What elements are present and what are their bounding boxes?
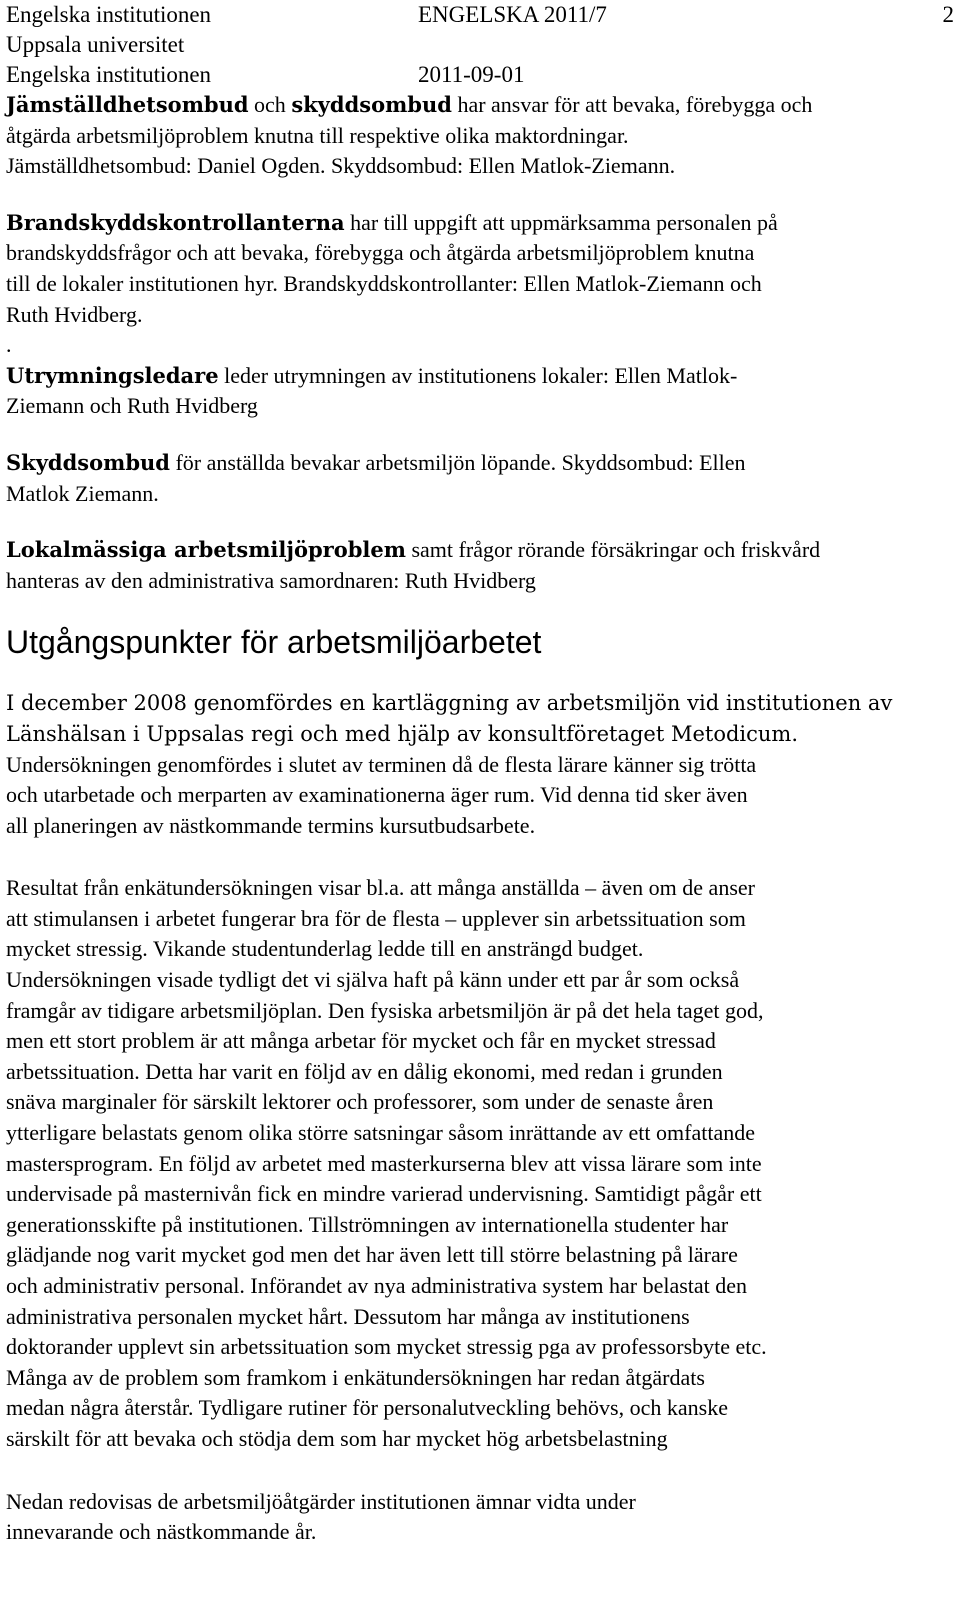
spacer	[6, 422, 954, 448]
term-local-environment-problems: Lokalmässiga arbetsmiljöproblem	[6, 537, 406, 563]
spacer	[6, 182, 954, 208]
paragraph-text: och	[248, 92, 292, 117]
header-row-3	[6, 60, 954, 90]
spacer	[6, 509, 954, 535]
paragraph-text: Nedan redovisas de arbetsmiljöåtgärder institutionen ämnar vidta under innevarande och nästkommande år.	[6, 1488, 636, 1545]
header-row-1	[6, 0, 954, 30]
page-number: 2	[942, 2, 954, 27]
header-row-2	[6, 30, 954, 60]
paragraph-measures-intro	[6, 1487, 954, 1548]
paragraph-text: Undersökningen genomfördes i slutet av terminen då de flesta lärare känner sig trötta och utarbetade och merparten av examinationerna äger rum. Vid denna tid sker även all planeringen av nästkommande termins kursutbudsarbete.	[6, 751, 757, 838]
paragraph-text: Resultat från enkätundersökningen visar bl.a. att många anställda – även om de anser att stimulansen i arbetet fungerar bra för de flesta – upplever sin arbetssituation som mycket stressig. Vikande studentunderlag ledde till en ansträngd budget. Undersökningen visade tydligt det vi själva haft på känn under ett par år som också framgår av tidigare arbetsmiljöplan. Den fysiska arbetsmiljön är på det hela taget god, men ett stort problem är att många arbetar för mycket och får en mycket stressad arbetssituation. Detta har varit en följd av en dålig ekonomi, med redan i grunden snäva marginaler för särskilt lektorer och professorer, som under de senaste åren ytterligare belastats genom olika större satsningar såsom inrättande av ett omfattande mastersprogram. En följd av arbetet med masterkurserna blev att vissa lärare som inte undervisade på masternivån fick en mindre varierad undervisning. Samtidigt pågår ett generationsskifte på institutionen. Tillströmningen av internationella studenter har glädjande nog varit mycket god men det har även lett till större belastning på lärare och administrativ personal. Införandet av nya administrativa system har belastat den administrativa personalen mycket hårt. Dessutom har många av institutionens doktorander upplevt sin arbetssituation som mycket stressig pga av professorsbyte etc. Många av de problem som framkom i enkätundersökningen har redan åtgärdats medan några återstår. Tydligare rutiner för personalutveckling behövs, och kanske särskilt för att bevaka och stödja dem som har mycket hög arbetsbelastning	[6, 875, 767, 1451]
term-safety-representative: skyddsombud	[291, 92, 452, 117]
spacer	[6, 1455, 954, 1487]
document-page	[6, 0, 954, 1548]
paragraph-survey-2008	[6, 688, 954, 841]
paragraph-fire-safety	[6, 208, 954, 330]
paragraph-safety-representative	[6, 448, 954, 509]
spacer	[6, 662, 954, 688]
header-department: Engelska institutionen	[6, 2, 212, 27]
spacer	[6, 841, 954, 873]
paragraph-local-environment	[6, 535, 954, 596]
paragraph-text-survey-intro: I december 2008 genomfördes en kartläggning av arbetsmiljön vid institutionen av Länshälsan i Uppsalas regi och med hjälp av konsultföretaget Metodicum.	[6, 691, 893, 746]
header-university: Uppsala universitet	[6, 32, 185, 57]
term-safety-representative-2: Skyddsombud	[6, 449, 170, 475]
stray-period: .	[6, 332, 12, 358]
paragraph-text: samt frågor rörande försäkringar och friskvård hanteras av den administrativa samordnaren: Ruth Hvidberg	[6, 537, 821, 593]
term-equality-representative: Jämställdhetsombud	[6, 92, 249, 117]
spacer	[6, 596, 954, 622]
term-fire-safety-controllers: Brandskyddskontrollanterna	[6, 209, 345, 235]
header-department-2: Engelska institutionen	[6, 62, 212, 87]
paragraph-text: har till uppgift att uppmärksamma personalen på brandskyddsfrågor och att bevaka, förebygga och åtgärda arbetsmiljöproblem knutna till de lokaler institutionen hyr. Brandskyddskontrollanter: Ellen Matlok-Ziemann och Ruth Hvidberg.	[6, 209, 778, 327]
section-heading: Utgångspunkter för arbetsmiljöarbetet	[6, 624, 542, 661]
paragraph-text: för anställda bevakar arbetsmiljön löpande. Skyddsombud: Ellen Matlok Ziemann.	[6, 449, 746, 506]
header-date: 2011-09-01	[418, 62, 525, 87]
paragraph-text: har ansvar för att bevaka, förebygga och åtgärda arbetsmiljöproblem knutna till respektive olika maktordningar. Jämställdhetsombud: Daniel Ogden. Skyddsombud: Ellen Matlok-Ziemann.	[6, 92, 813, 179]
header-report-id: ENGELSKA 2011/7	[418, 2, 607, 27]
paragraph-evacuation	[6, 330, 954, 422]
paragraph-text: leder utrymningen av institutionens lokaler: Ellen Matlok- Ziemann och Ruth Hvidberg	[6, 362, 738, 419]
term-evacuation-leader: Utrymningsledare	[6, 362, 219, 388]
paragraph-equality-representative	[6, 90, 954, 182]
paragraph-survey-results	[6, 873, 954, 1454]
